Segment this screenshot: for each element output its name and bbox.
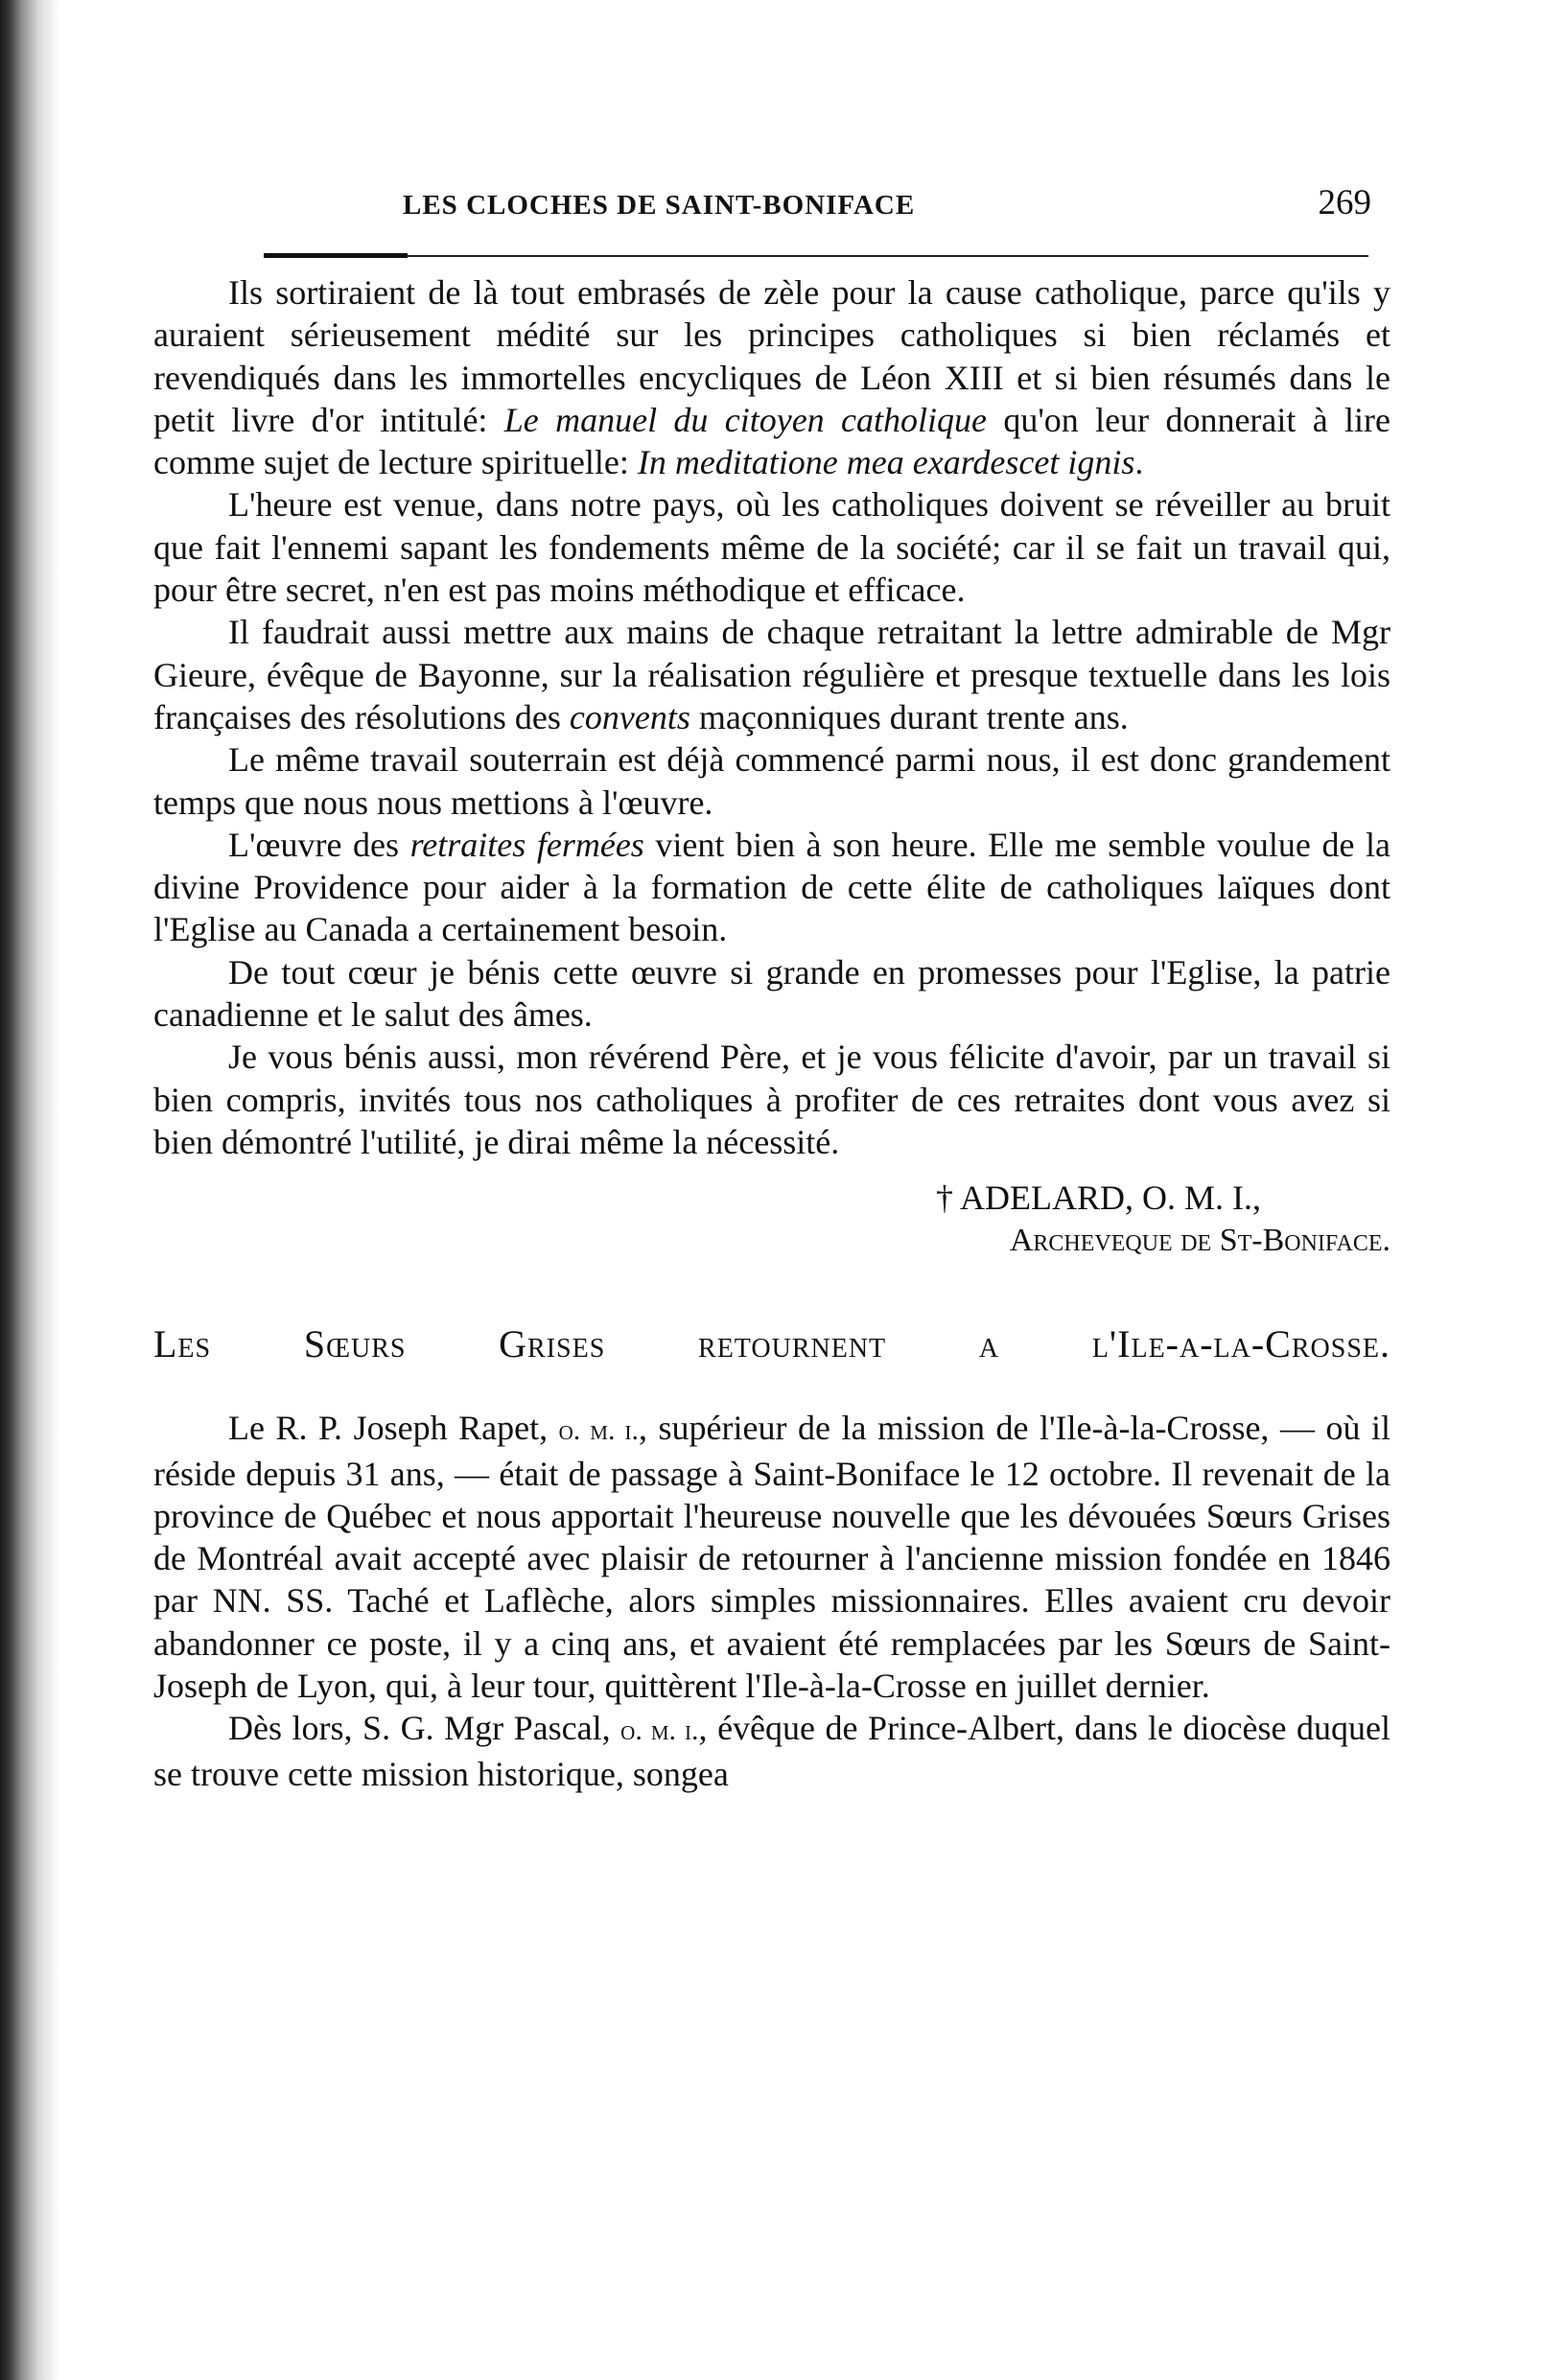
page-body [153,271,1390,1795]
header-rule [264,255,1368,257]
section-heading: Les Sœurs Grises retournent a l'Ile-a-la-Crosse. [153,1322,1390,1366]
page-header [403,183,1371,238]
running-title: LES CLOCHES DE SAINT-BONIFACE [403,190,916,221]
page-binding-shadow [0,0,59,2380]
letter-paragraph-1: Ils sortiraient de là tout embrasés de zèle pour la cause catholique, parce qu'ils y auraient sérieusement médité sur les principes catholiques si bien réclamés et revendiqués dans les immortelles encycliques de Léon XIII et si bien résumés dans le petit livre d'or intitulé: Le manuel du citoyen catholique qu'on leur donnerait à lire comme sujet de lecture spirituelle: In meditatione mea exardescet ignis. [153,273,1391,482]
page-number: 269 [1318,183,1371,222]
section-paragraph-1: Le R. P. Joseph Rapet, o. m. i., supérieur de la mission de l'Ile-à-la-Crosse, — où il réside depuis 31 ans, — était de passage à Saint-Boniface le 12 octobre. Il revenait de la province de Québec et nous apportait l'heureuse nouvelle que les dévouées Sœurs Grises de Montréal avait accepté avec plaisir de retourner à l'ancienne mission fondée en 1846 par NN. SS. Taché et Laflèche, alors simples missionnaires. Elles avaient cru devoir abandonner ce poste, il y a cinq ans, et avaient été remplacées par les Sœurs de Saint-Joseph de Lyon, qui, à leur tour, quittèrent l'Ile-à-la-Crosse en juillet dernier. [153,1409,1391,1706]
signature: † ADELARD, O. M. I., [936,1178,1261,1218]
letter-paragraph-2: L'heure est venue, dans notre pays, où les catholiques doivent se réveiller au bruit que fait l'ennemi sapant les fondements même de la société; car il se fait un travail qui, pour être secret, n'en est pas moins méthodique et efficace. [153,485,1390,610]
letter-paragraph-6: De tout cœur je bénis cette œuvre si grande en promesses pour l'Eglise, la patrie canadienne et le salut des âmes. [153,952,1390,1035]
section-paragraph-2: Dès lors, S. G. Mgr Pascal, o. m. i., évêque de Prince-Albert, dans le diocèse duquel se trouve cette mission historique, songea [153,1709,1390,1793]
signature-title: Archeveque de St-Boniface. [1009,1223,1390,1259]
letter-paragraph-3: Il faudrait aussi mettre aux mains de chaque retraitant la lettre admirable de Mgr Gieure, évêque de Bayonne, sur la réalisation régulière et presque textuelle dans les lois françaises des résolutions des convents maçonniques durant trente ans. [153,613,1390,736]
letter-paragraph-7: Je vous bénis aussi, mon révérend Père, et je vous félicite d'avoir, par un travail si bien compris, invités tous nos catholiques à profiter de ces retraites dont vous avez si bien démontré l'utilité, je dirai même la nécessité. [153,1038,1390,1161]
letter-paragraph-5: L'œuvre des retraites fermées vient bien à son heure. Elle me semble voulue de la divine Providence pour aider à la formation de cette élite de catholiques laïques dont l'Eglise au Canada a certainement besoin. [153,825,1390,949]
letter-paragraph-4: Le même travail souterrain est déjà commencé parmi nous, il est donc grandement temps que nous nous mettions à l'œuvre. [153,740,1390,822]
